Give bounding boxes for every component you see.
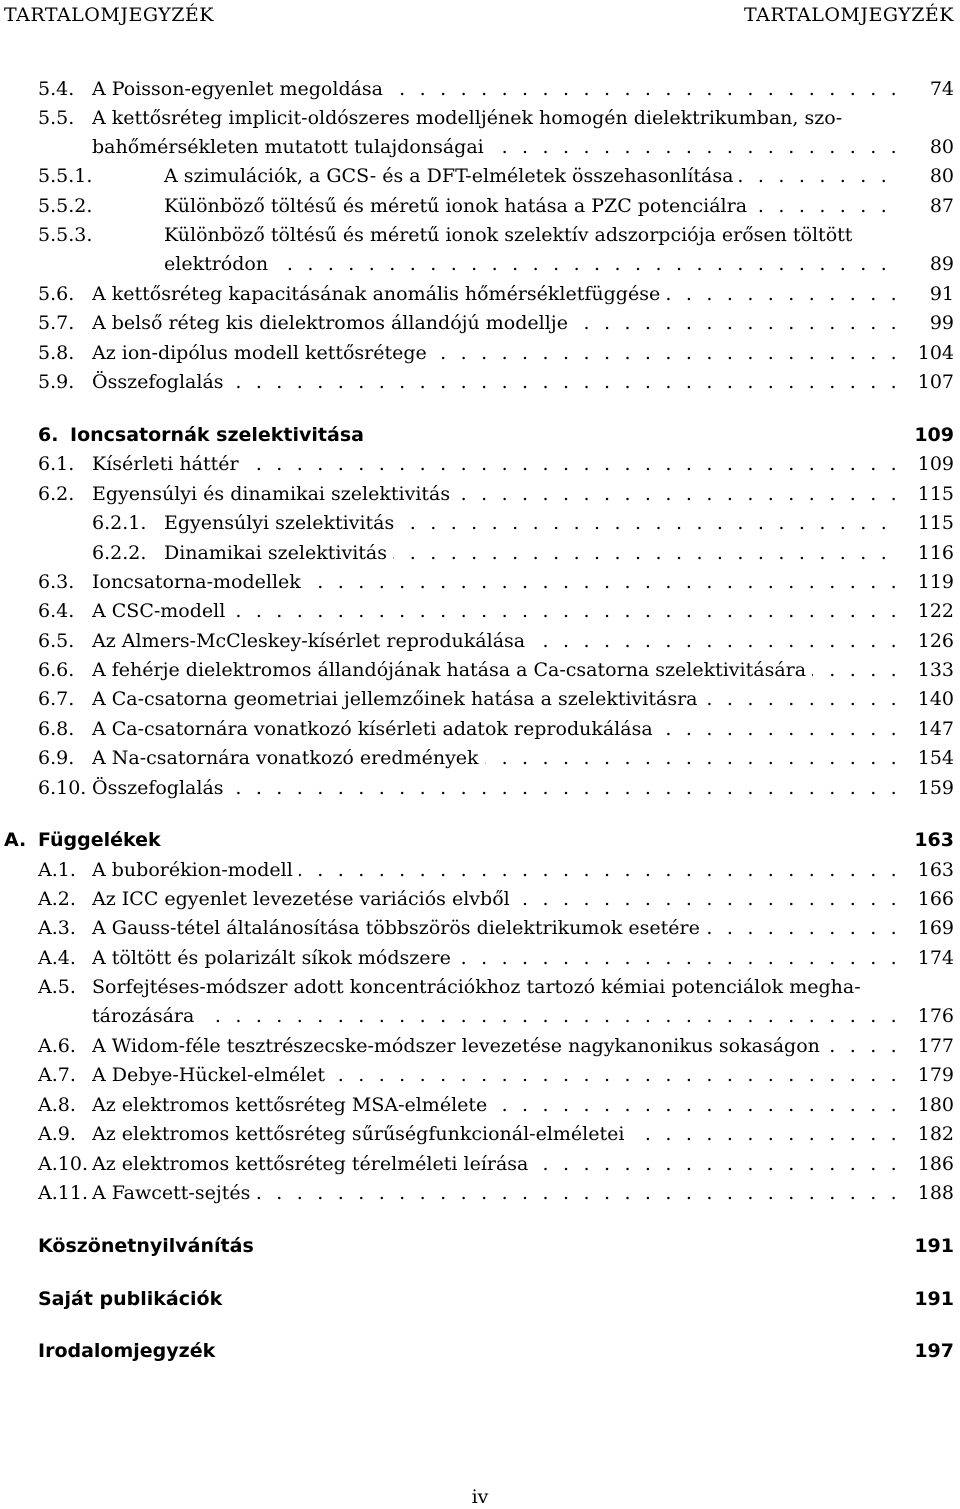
toc-entry-title: A belső réteg kis dielektromos állandójú modellje <box>92 312 574 334</box>
toc-entry[interactable] <box>0 915 960 941</box>
toc-chapter-entry[interactable] <box>0 422 960 448</box>
toc-entry-page: 115 <box>917 512 954 534</box>
toc-entry-number: 5.5. <box>38 107 75 129</box>
toc-entry-number: A.8. <box>38 1094 76 1116</box>
toc-entry-number: 5.5.1. <box>38 165 93 187</box>
toc-entry-title: A Poisson-egyenlet megoldása <box>92 78 389 100</box>
toc-entry[interactable] <box>0 540 960 566</box>
toc-entry-title: Függelékek <box>38 829 161 851</box>
toc-entry-page: 80 <box>929 136 954 158</box>
toc-entry-title: Összefoglalás <box>92 371 230 393</box>
toc-entry-title: A szimulációk, a GCS- és a DFT-elméletek összehasonlítása <box>164 165 739 187</box>
toc-entry-page: 186 <box>917 1153 954 1175</box>
toc-entry-title: Kísérleti háttér <box>92 453 245 475</box>
toc-entry[interactable] <box>0 598 960 624</box>
toc-entry-number: 5.5.3. <box>38 224 93 246</box>
toc-entry-number: A.6. <box>38 1035 76 1057</box>
toc-entry[interactable] <box>0 775 960 801</box>
toc-entry-number: 6. <box>38 424 59 446</box>
toc-entry-title: Sorfejtéses-módszer adott koncentrációkhoz tartozó kémiai potenciálok megha- <box>92 976 861 998</box>
toc-entry-number: A.11. <box>38 1182 88 1204</box>
toc-entry-page: 163 <box>917 859 954 881</box>
toc-entry-page: 104 <box>917 342 954 364</box>
toc-entry-number: 5.5.2. <box>38 195 93 217</box>
toc-entry-page: 154 <box>917 747 954 769</box>
toc-entry-page: 147 <box>917 718 954 740</box>
toc-entry[interactable] <box>0 105 960 131</box>
toc-entry-number: 6.2.1. <box>92 512 147 534</box>
toc-entry-title: A Na-csatornára vonatkozó eredmények <box>92 747 485 769</box>
toc-entry-page: 122 <box>917 600 954 622</box>
toc-entry-title: A Debye-Hückel-elmélet <box>92 1064 331 1086</box>
toc-entry-number: 6.8. <box>38 718 75 740</box>
toc-entry-number: A. <box>4 829 27 851</box>
toc-entry[interactable] <box>0 251 960 277</box>
toc-entry[interactable] <box>0 340 960 366</box>
toc-entry-title: tározására <box>92 1005 200 1027</box>
toc-entry[interactable] <box>0 857 960 883</box>
toc-entry-title: Az ICC egyenlet levezetése variációs elvből <box>92 888 516 910</box>
toc-entry-page: 107 <box>917 371 954 393</box>
toc-entry-page: 180 <box>917 1094 954 1116</box>
toc-entry-title: Különböző töltésű és méretű ionok szelektív adszorpciója erősen töltött <box>164 224 853 246</box>
toc-entry[interactable] <box>0 1151 960 1177</box>
toc-entry-number: 6.9. <box>38 747 75 769</box>
toc-entry[interactable] <box>0 222 960 248</box>
toc-entry-page: 91 <box>929 283 954 305</box>
toc-entry-number: 5.9. <box>38 371 75 393</box>
toc-entry-number: 6.7. <box>38 688 75 710</box>
toc-entry[interactable] <box>0 657 960 683</box>
toc-entry-page: 191 <box>914 1235 954 1257</box>
toc-entry-title: A Gauss-tétel általánosítása többszörös dielektrikumok esetére <box>92 917 706 939</box>
toc-entry[interactable] <box>0 1092 960 1118</box>
toc-entry-page: 116 <box>917 542 954 564</box>
toc-entry-page: 126 <box>917 630 954 652</box>
toc-entry-title: A töltött és polarizált síkok módszere <box>92 947 457 969</box>
toc-entry-number: A.1. <box>38 859 76 881</box>
toc-entry-title: Az Almers-McCleskey-kísérlet reprodukálása <box>92 630 531 652</box>
toc-entry[interactable] <box>0 745 960 771</box>
toc-entry[interactable] <box>0 628 960 654</box>
toc-entry-page: 133 <box>917 659 954 681</box>
toc-entry-title: Különböző töltésű és méretű ionok hatása a PZC potenciálra <box>164 195 753 217</box>
toc-entry-page: 115 <box>917 483 954 505</box>
toc-entry-title: Az elektromos kettősréteg térelméleti leírása <box>92 1153 534 1175</box>
page-number: iv <box>471 1486 489 1508</box>
toc-entry-title: A fehérje dielektromos állandójának hatása a Ca-csatorna szelektivitására <box>92 659 812 681</box>
toc-entry-title: A CSC-modell <box>92 600 231 622</box>
toc-entry-page: 109 <box>917 453 954 475</box>
toc-entry-page: 74 <box>929 78 954 100</box>
toc-entry-page: 99 <box>929 312 954 334</box>
toc-entry-title: A Ca-csatorna geometriai jellemzőinek hatása a szelektivitásra <box>92 688 703 710</box>
toc-entry[interactable] <box>0 310 960 336</box>
toc-entry-number: 6.6. <box>38 659 75 681</box>
toc-entry[interactable] <box>0 481 960 507</box>
toc-entry[interactable] <box>0 134 960 160</box>
toc-entry-title: A buborékion-modell <box>92 859 299 881</box>
toc-entry-title: Az ion-dipólus modell kettősrétege <box>92 342 433 364</box>
toc-entry-number: A.10. <box>38 1153 88 1175</box>
running-header-left: TARTALOMJEGYZÉK <box>4 4 214 26</box>
toc-entry[interactable] <box>0 1062 960 1088</box>
toc-entry-title: Egyensúlyi szelektivitás <box>164 512 400 534</box>
toc-entry-title: Ioncsatorna-modellek <box>92 571 307 593</box>
toc-entry[interactable] <box>0 1180 960 1206</box>
toc-entry-number: 5.6. <box>38 283 75 305</box>
toc-entry[interactable] <box>0 281 960 307</box>
toc-entry[interactable] <box>0 163 960 189</box>
toc-entry-page: 191 <box>914 1288 954 1310</box>
toc-entry-page: 80 <box>929 165 954 187</box>
toc-entry-page: 182 <box>917 1123 954 1145</box>
toc-entry[interactable] <box>0 193 960 219</box>
toc-entry-page: 163 <box>914 829 954 851</box>
toc-entry-number: A.3. <box>38 917 76 939</box>
toc-entry-number: 5.8. <box>38 342 75 364</box>
toc-entry[interactable] <box>0 76 960 102</box>
toc-entry[interactable] <box>0 1003 960 1029</box>
toc-entry-number: A.9. <box>38 1123 76 1145</box>
toc-entry[interactable] <box>0 451 960 477</box>
toc-entry-number: A.5. <box>38 976 76 998</box>
toc-entry-page: 177 <box>917 1035 954 1057</box>
toc-entry-title: A kettősréteg implicit-oldószeres modelljének homogén dielektrikumban, szo- <box>92 107 843 129</box>
toc-entry-page: 176 <box>917 1005 954 1027</box>
toc-entry-title: Az elektromos kettősréteg sűrűségfunkcionál-elméletei <box>92 1123 630 1145</box>
toc-entry-page: 169 <box>917 917 954 939</box>
toc-entry-title: elektródon <box>164 253 274 275</box>
toc-entry-title: Irodalomjegyzék <box>38 1340 216 1362</box>
toc-entry-title: Saját publikációk <box>38 1288 223 1310</box>
toc-entry[interactable] <box>0 686 960 712</box>
toc-entry-page: 174 <box>917 947 954 969</box>
toc-chapter-entry[interactable] <box>0 1233 960 1259</box>
toc-chapter-entry[interactable] <box>0 827 960 853</box>
toc-entry-title: A Fawcett-sejtés <box>92 1182 256 1204</box>
toc-entry-number: A.4. <box>38 947 76 969</box>
toc-entry-page: 87 <box>929 195 954 217</box>
toc-entry-number: 6.3. <box>38 571 75 593</box>
toc-entry-page: 159 <box>917 777 954 799</box>
toc-entry-title: Összefoglalás <box>92 777 230 799</box>
toc-chapter-entry[interactable] <box>0 1338 960 1364</box>
toc-entry[interactable] <box>0 886 960 912</box>
toc-entry-page: 109 <box>914 424 954 446</box>
toc-entry-title: bahőmérsékleten mutatott tulajdonságai <box>92 136 490 158</box>
toc-entry-page: 188 <box>917 1182 954 1204</box>
toc-entry-number: 6.10. <box>38 777 87 799</box>
toc-entry-number: A.7. <box>38 1064 76 1086</box>
toc-entry-number: 6.5. <box>38 630 75 652</box>
toc-entry-title: A Widom-féle tesztrészecske-módszer levezetése nagykanonikus sokaságon <box>92 1035 826 1057</box>
toc-entry-title: Ioncsatornák szelektivitása <box>70 424 364 446</box>
toc-entry-number: 6.4. <box>38 600 75 622</box>
toc-entry-number: 6.2. <box>38 483 75 505</box>
toc-entry-number: 6.1. <box>38 453 75 475</box>
toc-entry[interactable] <box>0 1121 960 1147</box>
toc-entry[interactable] <box>0 369 960 395</box>
toc-chapter-entry[interactable] <box>0 1286 960 1312</box>
toc-entry[interactable] <box>0 569 960 595</box>
toc-entry-number: 5.7. <box>38 312 75 334</box>
toc-entry-title: A Ca-csatornára vonatkozó kísérleti adatok reprodukálása <box>92 718 659 740</box>
toc-entry-title: A kettősréteg kapacitásának anomális hőmérsékletfüggése <box>92 283 666 305</box>
toc-entry[interactable] <box>0 510 960 536</box>
toc-entry-title: Egyensúlyi és dinamikai szelektivitás <box>92 483 456 505</box>
toc-entry-page: 179 <box>917 1064 954 1086</box>
toc-entry-title: Az elektromos kettősréteg MSA-elmélete <box>92 1094 493 1116</box>
toc-entry-number: A.2. <box>38 888 76 910</box>
toc-entry[interactable] <box>0 716 960 742</box>
toc-entry-number: 5.4. <box>38 78 75 100</box>
running-header-right: TARTALOMJEGYZÉK <box>744 4 954 26</box>
toc-entry[interactable] <box>0 945 960 971</box>
toc-entry-page: 197 <box>914 1340 954 1362</box>
toc-entry-page: 89 <box>929 253 954 275</box>
toc-entry-page: 140 <box>917 688 954 710</box>
toc-entry-page: 166 <box>917 888 954 910</box>
toc-entry-title: Köszönetnyilvánítás <box>38 1235 254 1257</box>
toc-entry-page: 119 <box>917 571 954 593</box>
toc-entry[interactable] <box>0 974 960 1000</box>
toc-entry-number: 6.2.2. <box>92 542 147 564</box>
toc-entry[interactable] <box>0 1033 960 1059</box>
toc-entry-title: Dinamikai szelektivitás <box>164 542 393 564</box>
